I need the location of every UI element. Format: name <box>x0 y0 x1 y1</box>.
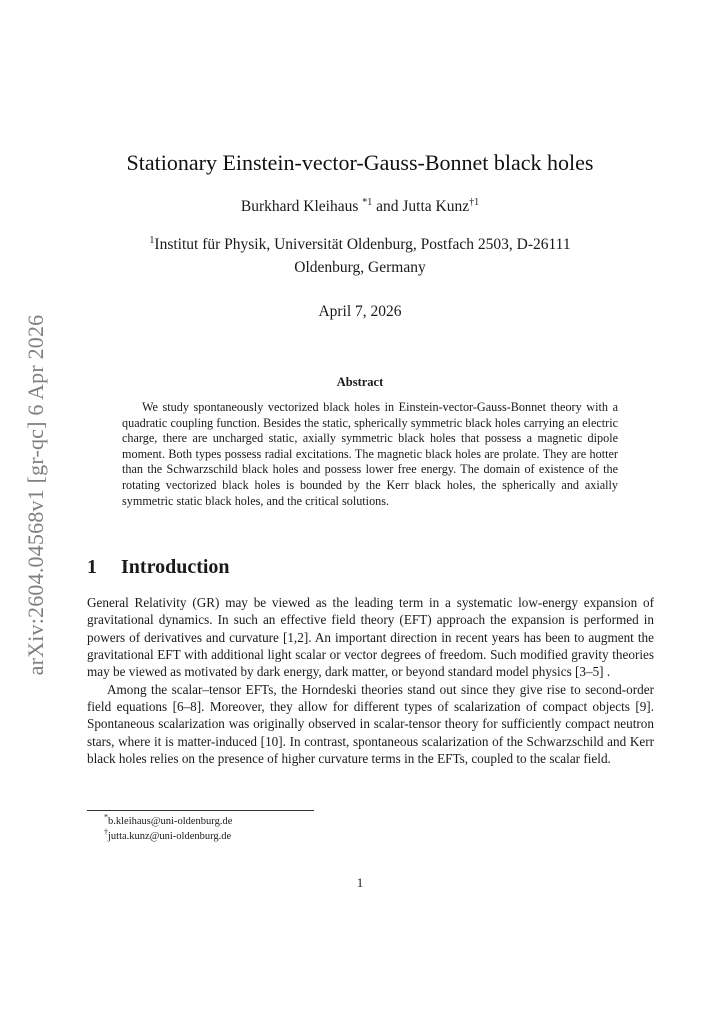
author-line <box>0 198 720 216</box>
footnote-mark: * <box>104 812 108 822</box>
introduction-body <box>87 594 654 767</box>
footnote-email: b.kleihaus@uni-oldenburg.de <box>108 816 233 827</box>
affiliation-line-2: Oldenburg, Germany <box>294 259 426 276</box>
intro-paragraph-2: Among the scalar–tensor EFTs, the Horndeski theories stand out since they give rise to second-order field equations [6–8]. Moreover, they allow for different types of scalarization of compact objects [9]. Spontaneous scalarization was originally observed in scalar-tensor theory for sufficiently compact neutron stars, where it is matter-induced [10]. In contrast, spontaneous scalarization of the Schwarzschild and Kerr black holes relies on the presence of higher curvature terms in the EFTs, coupled to the scalar field. <box>87 681 654 767</box>
author-kleihaus: Burkhard Kleihaus <box>240 198 359 215</box>
author-kunz: Jutta Kunz <box>402 198 470 215</box>
footnote-mark: † <box>104 827 108 837</box>
author-kleihaus-mark: *1 <box>362 196 373 208</box>
footnotes <box>104 814 232 844</box>
abstract-text: We study spontaneously vectorized black holes in Einstein-vector-Gauss-Bonnet theory with a quadratic coupling function. Besides the static, spherically symmetric black holes carrying an electric charge, there are uncharged static, axially symmetric black holes that possess a magnetic dipole moment. Both types possess radial excitations. The magnetic black holes are prolate. They are hotter than the Schwarzschild black holes and possess lower free energy. The domain of existence of the rotating vectorized black holes is bounded by the Kerr black holes, the spherically and axially symmetric static black holes, and the critical solutions. <box>122 400 618 508</box>
footnote-divider <box>87 810 314 811</box>
affiliation-line-1: $^1$Institut für Physik, Universität Oldenburg, Postfach 2503, D-26111 <box>149 234 571 253</box>
affiliation-mark: 1 <box>149 234 155 246</box>
paper-title: Stationary Einstein-vector-Gauss-Bonnet black holes <box>126 150 594 175</box>
author-conjunction: and <box>376 198 399 215</box>
section-heading-introduction <box>87 556 230 579</box>
affiliation <box>100 233 620 279</box>
section-number: 1 <box>87 556 97 578</box>
section-title: Introduction <box>121 556 230 578</box>
footnote-kleihaus <box>104 814 232 829</box>
intro-paragraph-1: General Relativity (GR) may be viewed as the leading term in a systematic low-energy expansion of gravitational dynamics. In such an effective field theory (EFT) approach the expansion is performed in powers of derivatives and curvature [1,2]. An important direction in recent years has been to augment the gravitational EFT with additional light scalar or vector degrees of freedom. Such modified gravity theories may be viewed as motivated by dark energy, dark matter, or beyond standard model physics [3–5] . <box>87 595 654 680</box>
footnote-email: jutta.kunz@uni-oldenburg.de <box>108 831 232 842</box>
abstract-heading: Abstract <box>336 375 384 389</box>
paper-date: April 7, 2026 <box>318 303 402 320</box>
author-kunz-mark: †1 <box>469 196 480 208</box>
arxiv-identifier-stamp: arXiv:2604.04568v1 [gr-qc] 6 Apr 2026 <box>23 314 48 676</box>
page-number: 1 <box>356 875 364 890</box>
footnote-kunz <box>104 829 232 844</box>
